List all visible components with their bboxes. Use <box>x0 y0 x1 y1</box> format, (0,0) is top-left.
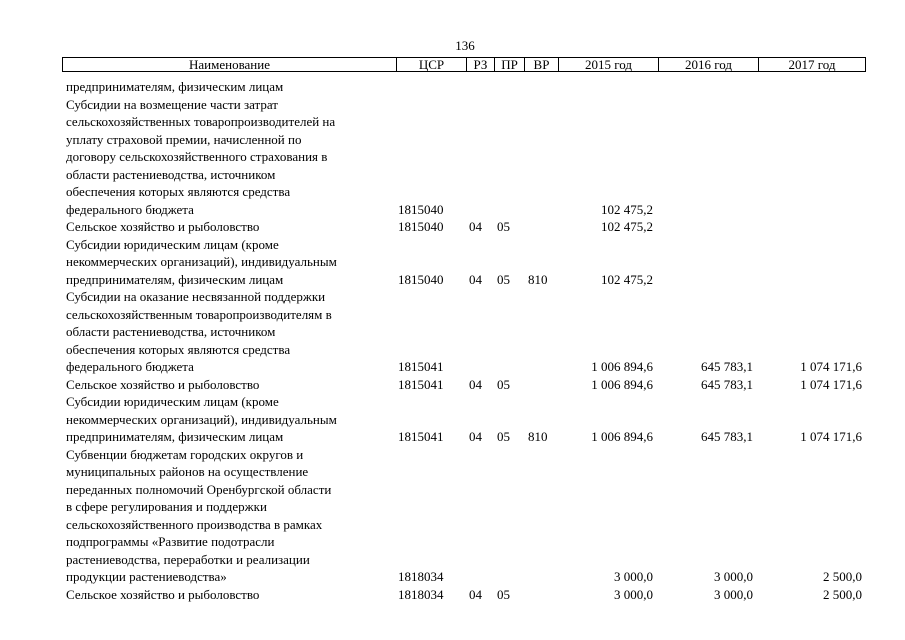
header-rz: РЗ <box>466 58 494 71</box>
cell-2015: 3 000,0 <box>614 586 653 602</box>
cell-csr: 1818034 <box>398 569 444 584</box>
header-vr: ВР <box>524 58 558 71</box>
cell-2016: 3 000,0 <box>714 586 753 602</box>
cell-2015: 102 475,2 <box>601 201 653 217</box>
cell-2015: 1 006 894,6 <box>591 359 653 374</box>
cell-vr: 810 <box>528 271 548 287</box>
table-row <box>0 586 905 604</box>
header-2015: 2015 год <box>558 58 658 71</box>
cell-2017: 2 500,0 <box>823 586 862 602</box>
table-row <box>0 376 905 394</box>
table-row <box>0 78 905 96</box>
cell-pr: 05 <box>497 219 510 234</box>
table-row <box>0 96 905 219</box>
cell-pr: 05 <box>497 586 510 602</box>
cell-2017: 1 074 171,6 <box>800 376 862 392</box>
row-name: Сельское хозяйство и рыболовство <box>66 586 260 602</box>
cell-csr: 1815040 <box>398 219 444 234</box>
header-2016: 2016 год <box>658 58 758 71</box>
table-row <box>0 288 905 376</box>
row-name: Субсидии на возмещение части затрат сельскохозяйственных товаропроизводителей на уплату страховой премии, начисленной по договору сельскохозяйственного страхования в области растениеводства, источником обеспечения которых являются средства федерального бюджета <box>66 96 336 217</box>
cell-2017: 1 074 171,6 <box>800 429 862 444</box>
cell-2017: 2 500,0 <box>823 569 862 584</box>
row-name: предпринимателям, физическим лицам <box>66 79 284 94</box>
cell-2016: 645 783,1 <box>701 359 753 374</box>
cell-csr: 1818034 <box>398 586 444 602</box>
cell-csr: 1815041 <box>398 359 444 374</box>
cell-pr: 05 <box>497 376 510 392</box>
cell-rz: 04 <box>469 271 482 287</box>
header-pr: ПР <box>494 58 524 71</box>
header-2017: 2017 год <box>758 58 865 71</box>
table-row <box>0 393 905 446</box>
table-body <box>0 78 905 603</box>
cell-2015: 3 000,0 <box>614 569 653 584</box>
cell-rz: 04 <box>469 219 482 234</box>
row-name: Сельское хозяйство и рыболовство <box>66 376 260 392</box>
cell-csr: 1815040 <box>398 201 444 217</box>
page-number: 136 <box>455 38 475 53</box>
header-csr: ЦСР <box>396 58 466 71</box>
cell-rz: 04 <box>469 376 482 392</box>
header-name: Наименование <box>189 57 270 72</box>
row-name: Субсидии на оказание несвязанной поддержки сельскохозяйственным товаропроизводителям в области растениеводства, источником обеспечения которых являются средства федерального бюджета <box>66 289 332 374</box>
cell-2015: 1 006 894,6 <box>591 376 653 392</box>
cell-2017: 1 074 171,6 <box>800 359 862 374</box>
cell-rz: 04 <box>469 429 482 444</box>
cell-pr: 05 <box>497 429 510 444</box>
row-name: Субсидии юридическим лицам (кроме некоммерческих организаций), индивидуальным предпринимателям, физическим лицам <box>66 394 337 444</box>
cell-csr: 1815041 <box>398 429 444 444</box>
cell-2016: 645 783,1 <box>701 376 753 392</box>
cell-csr: 1815040 <box>398 271 444 287</box>
cell-2016: 645 783,1 <box>701 429 753 444</box>
table-row <box>0 218 905 236</box>
table-row <box>0 236 905 289</box>
cell-rz: 04 <box>469 586 482 602</box>
row-name: Субсидии юридическим лицам (кроме некоммерческих организаций), индивидуальным предпринимателям, физическим лицам <box>66 236 337 287</box>
table-header <box>62 57 866 72</box>
row-name: Сельское хозяйство и рыболовство <box>66 219 260 234</box>
row-name: Субвенции бюджетам городских округов и муниципальных районов на осуществление переданных полномочий Оренбургской области в сфере регулирования и поддержки сельскохозяйственного производства в рамках подпрограммы «Развитие подотрасли растениеводства, переработки и реализации продукции растениеводства» <box>66 446 332 584</box>
table-row <box>0 446 905 586</box>
cell-csr: 1815041 <box>398 376 444 392</box>
cell-2015: 102 475,2 <box>601 219 653 234</box>
cell-2015: 1 006 894,6 <box>591 429 653 444</box>
cell-pr: 05 <box>497 271 510 287</box>
cell-2015: 102 475,2 <box>601 271 653 287</box>
cell-vr: 810 <box>528 429 548 444</box>
cell-2016: 3 000,0 <box>714 569 753 584</box>
